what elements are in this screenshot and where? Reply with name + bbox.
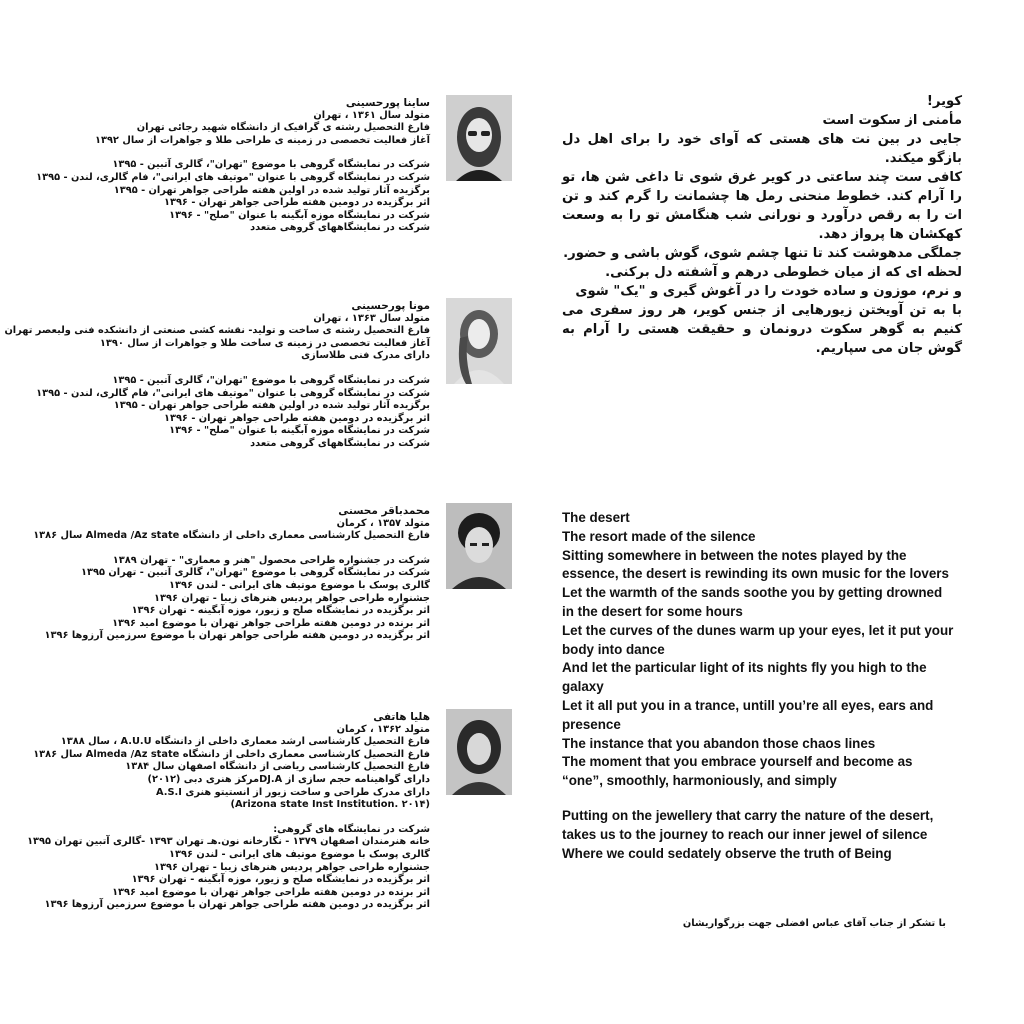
poem-english xyxy=(562,509,954,863)
artist-activity-line: برگزیده آثار تولید شده در اولین هفته طراحی جواهر تهران - ۱۳۹۵ xyxy=(113,184,430,196)
artist-activity-line: شرکت در نمایشگاه گروهی با موضوع "تهران"، گالری آتبین - تهران ۱۳۹۵ xyxy=(81,567,430,579)
artist-info-line: فارغ التحصیل رشته ی گرافیک از دانشگاه شهید رجائی تهران xyxy=(136,122,430,134)
artist-activity-line: جشنواره طراحی جواهر پردیس هنرهای زیبا - تهران ۱۳۹۶ xyxy=(154,592,430,604)
artist-activities-list xyxy=(10,555,430,643)
artist-activity-line: شرکت در نمایشگاههای گروهی متعدد xyxy=(250,222,430,234)
artist-activity-line: اثر برگزیده در دومین هفته طراحی جواهر تهران با موضوع سرزمین آرزوها ۱۳۹۶ xyxy=(44,630,430,642)
artist-portrait xyxy=(446,298,512,384)
artist-info-line: متولد ۱۳۵۷ ، کرمان xyxy=(336,517,430,529)
artist-info-list xyxy=(10,518,430,543)
poem-line: لحظه ای که از میان خطوطی درهم و آشفته دل برکنی. xyxy=(605,265,962,280)
poem-line: Sitting somewhere in between the notes played by the essence, the desert is rewinding its own music for the lovers xyxy=(562,547,949,582)
artist-activity-line: شرکت در نمایشگاه موزه آبگینه با عنوان "صلح" - ۱۳۹۶ xyxy=(169,425,430,437)
poem-line: The resort made of the silence xyxy=(562,528,756,544)
artist-profile xyxy=(27,709,512,929)
artist-info-line: متولد ۱۳۶۲ ، کرمان xyxy=(336,723,430,735)
artist-activity-line: برگزیده آثار تولید شده در اولین هفته طراحی جواهر تهران - ۱۳۹۵ xyxy=(113,400,430,412)
artist-activity-line: اثر برنده در دومین هفته طراحی جواهر تهران با موضوع امید ۱۳۹۶ xyxy=(112,886,430,898)
artist-bio xyxy=(10,711,430,912)
poem-line: کویر! xyxy=(926,94,962,109)
artist-activity-line: اثر برگزیده در دومین هفته طراحی جواهر تهران - ۱۳۹۶ xyxy=(163,197,430,209)
poem-line: Let the curves of the dunes warm up your eyes, let it put your body into dance xyxy=(562,622,954,657)
artist-activity-line: شرکت در نمایشگاه گروهی با عنوان "موتیف های ایرانی"، فام گالری، لندن - ۱۳۹۵ xyxy=(36,171,430,183)
poem-line: The moment that you embrace yourself and become as “one”, smoothly, harmoniously, and simply xyxy=(562,754,913,789)
artist-profile xyxy=(4,298,512,488)
artist-info-line: دارای مدرک طراحی و ساخت زیور از انستیتو هنری A.S.I xyxy=(156,786,430,798)
artist-info-line: فارغ التحصیل کارشناسی معماری داخلی از دانشگاه Almeda /Az state سال ۱۳۸۶ xyxy=(33,530,430,542)
artist-activities-list xyxy=(10,824,430,912)
poem-line: Putting on the jewellery that carry the nature of the desert, takes us to the journey to reach our inner jewel of silence xyxy=(562,807,934,842)
artist-activity-line: شرکت در نمایشگاه گروهی با موضوع "تهران"، گالری آتبین - ۱۳۹۵ xyxy=(112,374,430,386)
portrait-photo-icon xyxy=(446,298,512,384)
artist-info-list xyxy=(4,312,430,363)
artist-info-line: فارغ التحصیل رشته ی ساخت و تولید- نقشه کشی صنعتی از دانشکده فنی ولیعصر تهران xyxy=(4,325,430,337)
portrait-photo-icon xyxy=(446,95,512,181)
artist-profile xyxy=(36,95,512,285)
artist-activities-title: شرکت در نمایشگاه های گروهی: xyxy=(273,823,430,835)
artist-activity-line: اثر برگزیده در دومین هفته طراحی جواهر تهران با موضوع سرزمین آرزوها ۱۳۹۶ xyxy=(44,899,430,911)
poem-line: Where we could sedately observe the truth of Being xyxy=(562,845,892,861)
poem-line: Let it all put you in a trance, untill you’re all eyes, ears and presence xyxy=(562,697,934,732)
artist-bio xyxy=(10,97,430,235)
artist-activity-line: شرکت در نمایشگاه موزه آبگینه با عنوان "صلح" - ۱۳۹۶ xyxy=(169,209,430,221)
artist-info-line: فارغ التحصیل کارشناسی ارشد معماری داخلی از دانشگاه A.U.U ، سال ۱۳۸۸ xyxy=(60,736,430,748)
artist-info-line: آغاز فعالیت تخصصی در زمینه ی ساخت طلا و جواهرات از سال ۱۳۹۰ xyxy=(99,337,430,349)
portrait-photo-icon xyxy=(446,503,512,589)
poem-line: جایی در بین نت های هستی که آوای خود را برای اهل دل بازگو میکند. xyxy=(562,132,962,166)
artist-activity-line: شرکت در نمایشگاههای گروهی متعدد xyxy=(250,437,430,449)
artist-info-line: دارای گواهینامه حجم سازی از DJ.Aمرکز هنری دبی (۲۰۱۲) xyxy=(147,773,430,785)
acknowledgement: با تشکر از جناب آقای عباس افضلی جهت بزرگواریشان xyxy=(682,918,946,929)
artist-info-line: متولد سال ۱۳۶۱ ، تهران xyxy=(313,109,430,121)
artist-info-line: فارغ التحصیل کارشناسی معماری داخلی از دانشگاه Almeda /Az state سال ۱۳۸۶ xyxy=(33,748,430,760)
artist-activity-line: اثر برنده در دومین هفته طراحی جواهر تهران با موضوع امید ۱۳۹۶ xyxy=(112,617,430,629)
artist-activity-line: شرکت در نمایشگاه گروهی با عنوان "موتیف های ایرانی"، فام گالری، لندن - ۱۳۹۵ xyxy=(36,387,430,399)
artist-activity-line: جشنواره طراحی جواهر پردیس هنرهای زیبا - تهران ۱۳۹۶ xyxy=(154,861,430,873)
artist-activity-line: خانه هنرمندان اصفهان ۱۳۷۹ - نگارخانه نون.هـ تهران ۱۳۹۳ -گالری آتبین تهران ۱۳۹۵ xyxy=(27,836,430,848)
artist-info-list xyxy=(10,110,430,148)
poem-line: The instance that you abandon those chaos lines xyxy=(562,735,876,751)
poem-line: The desert xyxy=(562,510,630,525)
artist-name: هلیا هاتفی xyxy=(373,711,430,723)
poem-line: کافی ست چند ساعتی در کویر غرق شوی تا داغی شن ها، تو را آرام کند. خطوط منحنی رمل ها چشمانت را گرم کند و تن ات را به رقص درآورد و نورانی شب هنگامش تو را به وسعت کهکشان ها پرواز دهد. xyxy=(562,170,962,242)
artist-bio xyxy=(4,300,430,451)
artist-info-line: دارای مدرک فنی طلاسازی xyxy=(301,350,430,362)
poem-line: مأمنی از سکوت است xyxy=(822,113,962,128)
artist-bio xyxy=(10,505,430,643)
poem-line: Let the warmth of the sands soothe you by getting drowned in the desert for some hours xyxy=(562,585,943,619)
artist-name: ساینا پورحسینی xyxy=(345,97,430,109)
artist-name: محمدباقر محسنی xyxy=(338,505,430,517)
artist-name: مونا پورحسینی xyxy=(351,300,430,312)
artist-portrait xyxy=(446,709,512,795)
poem-line: And let the particular light of its nights fly you high to the galaxy xyxy=(562,660,927,695)
artist-activities-list xyxy=(10,375,430,451)
artist-portrait xyxy=(446,503,512,589)
artist-activity-line: گالری پوسک با موضوع موتیف های ایرانی - لندن ۱۳۹۶ xyxy=(169,848,430,860)
artist-activity-line: شرکت در جشنواره طراحی محصول "هنر و معماری" - تهران ۱۳۸۹ xyxy=(112,554,430,566)
artist-info-line: آغاز فعالیت تخصصی در زمینه ی طراحی طلا و جواهرات از سال ۱۳۹۲ xyxy=(94,134,430,146)
artist-activity-line: اثر برگزیده در دومین هفته طراحی جواهر تهران - ۱۳۹۶ xyxy=(163,412,430,424)
artist-info-list xyxy=(10,724,430,812)
poem-line: و نرم، موزون و ساده خودت را در آغوش گیری و "یک" شوی xyxy=(575,284,962,299)
artist-info-line: (Arizona state Inst Institution. ۲۰۱۴) xyxy=(230,799,430,811)
artist-activity-line: اثر برگزیده در نمایشگاه صلح و زیور، موزه آبگینه - تهران ۱۳۹۶ xyxy=(131,605,430,617)
poem-line: جملگی مدهوشت کند تا تنها چشم شوی، گوش باشی و حضور. xyxy=(563,246,962,261)
poem-persian xyxy=(562,92,962,358)
artist-activity-line: گالری پوسک با موضوع موتیف های ایرانی - لندن ۱۳۹۶ xyxy=(169,579,430,591)
artist-portrait xyxy=(446,95,512,181)
artist-info-line: متولد سال ۱۳۶۳ ، تهران xyxy=(313,312,430,324)
poem-line: با به تن آویختن زیورهایی از جنس کویر، هر روز سفری می کنیم به گوهر سکوت درونمان و حقیقت هستی را آرام به گوش جان می سپاریم. xyxy=(562,303,962,356)
artist-activities-list xyxy=(10,159,430,235)
artist-info-line: فارغ التحصیل کارشناسی ریاضی از دانشگاه اصفهان سال ۱۳۸۴ xyxy=(125,761,430,773)
artist-activity-line: اثر برگزیده در نمایشگاه صلح و زیور، موزه آبگینه - تهران ۱۳۹۶ xyxy=(131,874,430,886)
artist-activity-line: شرکت در نمایشگاه گروهی با موضوع "تهران"، گالری آتبین - ۱۳۹۵ xyxy=(112,159,430,171)
artist-profile xyxy=(33,503,512,683)
portrait-photo-icon xyxy=(446,709,512,795)
